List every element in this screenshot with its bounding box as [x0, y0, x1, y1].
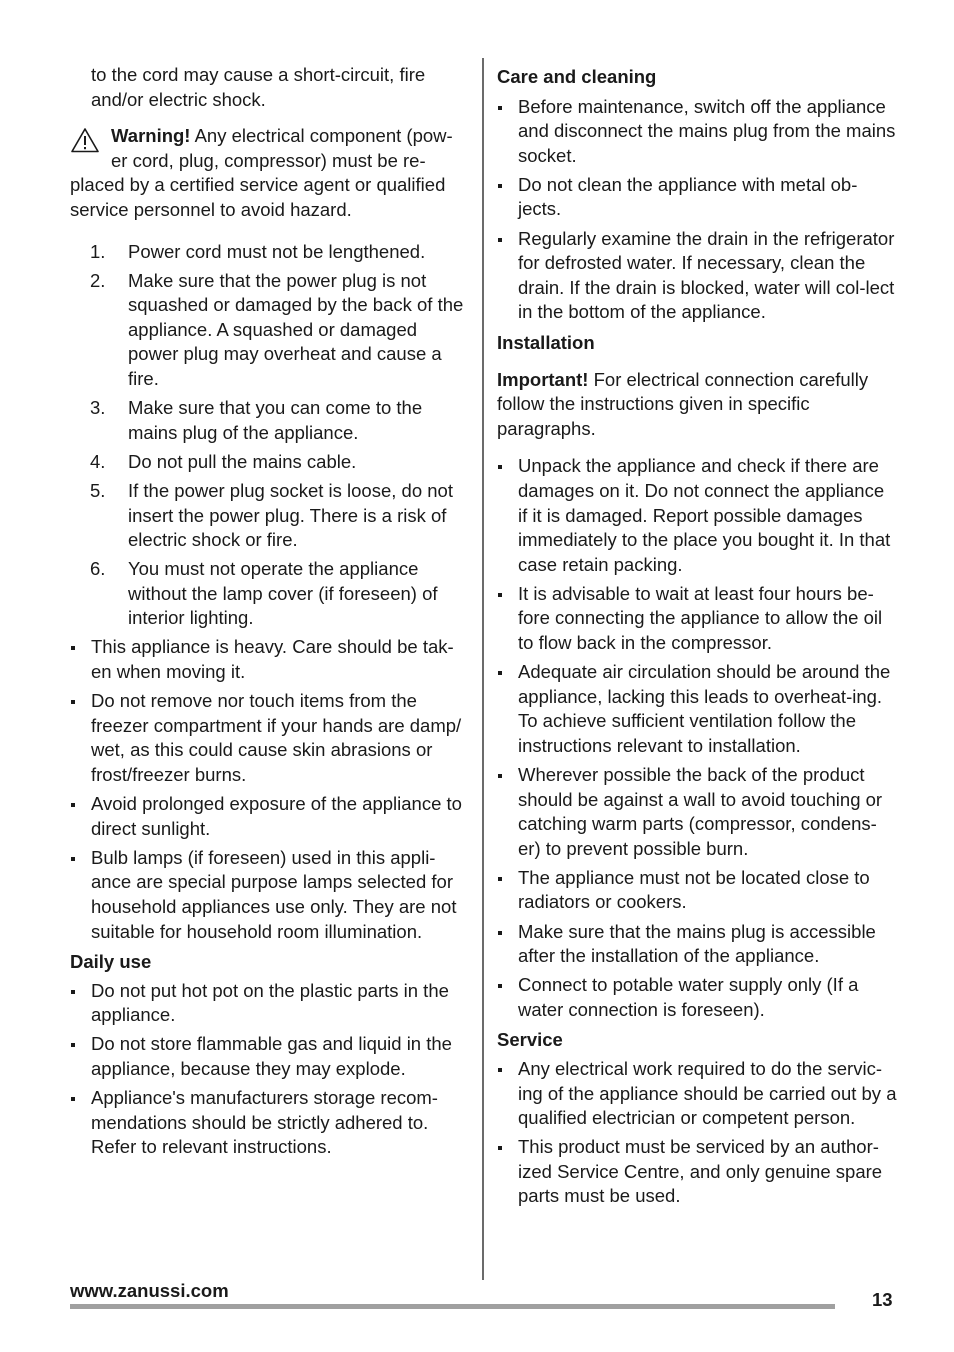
list-item: Bulb lamps (if foreseen) used in this appli-ance are special purpose lamps selected for household appliances use only. They are not suitable for household room illumination. [70, 846, 470, 944]
safety-bullet-list [70, 635, 470, 944]
warning-triangle-icon [70, 127, 100, 153]
bullet-icon [498, 931, 502, 935]
warning-label: Warning! [111, 125, 191, 147]
important-paragraph: Important! For electrical connection carefully follow the instructions given in specific paragraphs. [497, 368, 869, 439]
bullet-icon [498, 877, 502, 881]
warning-line-1 [70, 124, 470, 149]
bullet-icon [498, 106, 502, 110]
installation-heading: Installation [497, 331, 595, 353]
list-item: Do not clean the appliance with metal ob-jects. [497, 173, 897, 222]
numbered-list [70, 240, 470, 631]
bullet-icon [498, 1146, 502, 1150]
bullet-icon [71, 803, 75, 807]
bullet-icon [71, 857, 75, 861]
list-item: Any electrical work required to do the servic-ing of the appliance should be carried out by a qualified electrician or competent person. [497, 1057, 897, 1131]
list-item: 6. You must not operate the appliance without the lamp cover (if foreseen) of interior lighting. [90, 558, 438, 629]
footer-rule [70, 1304, 835, 1309]
bullet-icon [71, 990, 75, 994]
bullet-icon [498, 671, 502, 675]
list-item: The appliance must not be located close to radiators or cookers. [497, 866, 897, 915]
left-column [70, 63, 470, 1164]
bullet-icon [498, 184, 502, 188]
footer-website-link[interactable]: www.zanussi.com [70, 1280, 229, 1301]
list-item: It is advisable to wait at least four hours be-fore connecting the appliance to allow the oil to flow back in the compressor. [497, 582, 897, 656]
list-item: Unpack the appliance and check if there are damages on it. Do not connect the appliance if it is damaged. Report possible damages immediately to the place you bought it. In that case retain packing. [497, 454, 897, 577]
bullet-icon [71, 1043, 75, 1047]
care-cleaning-heading: Care and cleaning [497, 66, 657, 87]
list-item: 2. Make sure that the power plug is not squashed or damaged by the back of the appliance. A squashed or damaged power plug may overheat and cause a fire. [90, 269, 464, 390]
list-item: Appliance's manufacturers storage recom-mendations should be strictly adhered to. Refer to relevant instructions. [70, 1086, 470, 1160]
intro-paragraph: to the cord may cause a short-circuit, fire and/or electric shock. [91, 64, 426, 110]
bullet-icon [498, 465, 502, 469]
bullet-icon [498, 774, 502, 778]
list-item: Avoid prolonged exposure of the appliance to direct sunlight. [70, 792, 470, 841]
column-divider [482, 58, 484, 1280]
bullet-icon [71, 646, 75, 650]
daily-use-list [70, 979, 470, 1160]
bullet-icon [498, 984, 502, 988]
warning-line-2: er cord, plug, compressor) must be re- [111, 149, 426, 171]
bullet-icon [498, 593, 502, 597]
list-item: 4. Do not pull the mains cable. [90, 450, 357, 472]
warning-block [70, 124, 470, 222]
list-item: Wherever possible the back of the product should be against a wall to avoid touching or catching warm parts (compressor, condens-er) to prevent possible burn. [497, 763, 897, 861]
bullet-icon [498, 1068, 502, 1072]
service-list [497, 1057, 897, 1209]
warning-line-1-text: Any electrical component (pow- [190, 125, 453, 147]
care-cleaning-list [497, 95, 897, 325]
list-item: 5. If the power plug socket is loose, do not insert the power plug. There is a risk of electric shock or fire. [90, 479, 453, 551]
list-item: 1. Power cord must not be lengthened. [90, 240, 426, 262]
list-item: Connect to potable water supply only (If a water connection is foreseen). [497, 973, 897, 1022]
list-item: Make sure that the mains plug is accessible after the installation of the appliance. [497, 920, 897, 969]
page-number: 13 [872, 1289, 893, 1310]
list-item: Do not store flammable gas and liquid in the appliance, because they may explode. [70, 1032, 470, 1081]
bullet-icon [498, 238, 502, 242]
installation-list [497, 454, 897, 1022]
list-item: 3. Make sure that you can come to the mains plug of the appliance. [90, 397, 423, 443]
list-item: Adequate air circulation should be around the appliance, lacking this leads to overheat-ing. To achieve sufficient ventilation follow the instructions relevant to installation. [497, 660, 897, 758]
list-item: This appliance is heavy. Care should be tak-en when moving it. [70, 635, 470, 684]
important-label: Important! [497, 368, 589, 390]
list-item: Regularly examine the drain in the refrigerator for defrosted water. If necessary, clean the drain. If the drain is blocked, water will col-lect in the bottom of the appliance. [497, 227, 897, 325]
warning-rest: placed by a certified service agent or qualified service personnel to avoid hazard. [70, 174, 446, 220]
list-item: Before maintenance, switch off the appliance and disconnect the mains plug from the mains socket. [497, 95, 897, 169]
list-item: Do not remove nor touch items from the freezer compartment if your hands are damp/ wet, as this could cause skin abrasions or frost/freezer burns. [70, 689, 470, 787]
list-item: Do not put hot pot on the plastic parts in the appliance. [70, 979, 470, 1028]
daily-use-heading: Daily use [70, 951, 152, 973]
bullet-icon [71, 1097, 75, 1101]
bullet-icon [71, 700, 75, 704]
list-item: This product must be serviced by an author-ized Service Centre, and only genuine spare parts must be used. [497, 1135, 897, 1209]
right-column [497, 63, 897, 1214]
service-heading: Service [497, 1029, 563, 1051]
